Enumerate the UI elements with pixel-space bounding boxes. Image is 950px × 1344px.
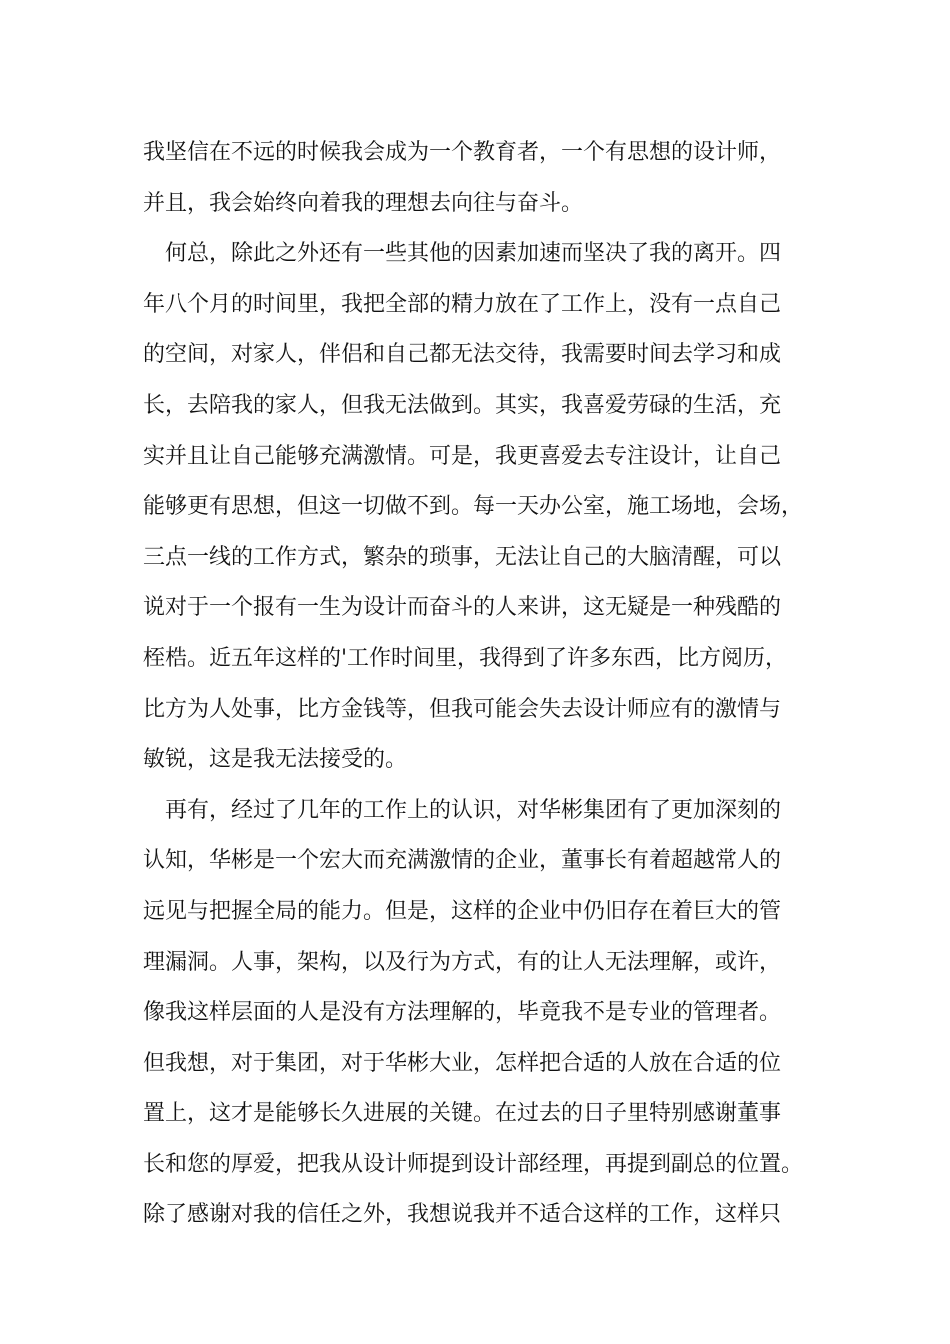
text-line-20: 置上，这才是能够长久进展的关键。在过去的日子里特别感谢董事 [143,1101,782,1127]
text-line-5: 的空间，对家人，伴侣和自己都无法交待，我需要时间去学习和成 [143,342,782,368]
text-line-15: 认知，华彬是一个宏大而充满激情的企业，董事长有着超越常人的 [143,848,782,874]
text-line-17: 理漏洞。人事，架构，以及行为方式，有的让人无法理解，或许， [143,949,782,975]
body-text [143,128,843,1241]
text-line-10: 说对于一个报有一生为设计而奋斗的人来讲，这无疑是一种残酷的 [143,595,782,621]
text-line-8: 能够更有思想，但这一切做不到。每一天办公室，施工场地，会场， [143,494,804,520]
text-line-6: 长，去陪我的家人，但我无法做到。其实，我喜爱劳碌的生活，充 [143,392,782,418]
text-line-19: 但我想，对于集团，对于华彬大业，怎样把合适的人放在合适的位 [143,1050,782,1076]
text-line-3: 何总，除此之外还有一些其他的因素加速而坚决了我的离开。四 [143,241,782,267]
text-line-12: 比方为人处事，比方金钱等，但我可能会失去设计师应有的激情与 [143,696,782,722]
text-line-1: 我坚信在不远的时候我会成为一个教育者，一个有思想的设计师， [143,140,782,165]
text-line-21: 长和您的厚爱，把我从设计师提到设计部经理，再提到副总的位置。 [143,1151,804,1177]
text-line-16: 远见与把握全局的能力。但是，这样的企业中仍旧存在着巨大的管 [143,898,782,924]
text-line-18: 像我这样层面的人是没有方法理解的，毕竟我不是专业的管理者。 [143,1000,782,1026]
text-line-14: 再有，经过了几年的工作上的认识，对华彬集团有了更加深刻的 [143,797,782,823]
text-line-9: 三点一线的工作方式，繁杂的琐事，无法让自己的大脑清醒，可以 [143,544,782,570]
text-line-7: 实并且让自己能够充满激情。可是，我更喜爱去专注设计，让自己 [143,443,782,469]
text-line-22: 除了感谢对我的信任之外，我想说我并不适合这样的工作，这样只 [143,1202,782,1228]
text-line-4: 年八个月的时间里，我把全部的精力放在了工作上，没有一点自己 [143,291,782,317]
text-line-13: 敏锐，这是我无法接受的。 [143,747,408,773]
text-line-2: 并且，我会始终向着我的理想去向往与奋斗。 [143,190,584,216]
text-line-11: 桎梏。近五年这样的'工作时间里，我得到了许多东西，比方阅历， [143,645,788,671]
